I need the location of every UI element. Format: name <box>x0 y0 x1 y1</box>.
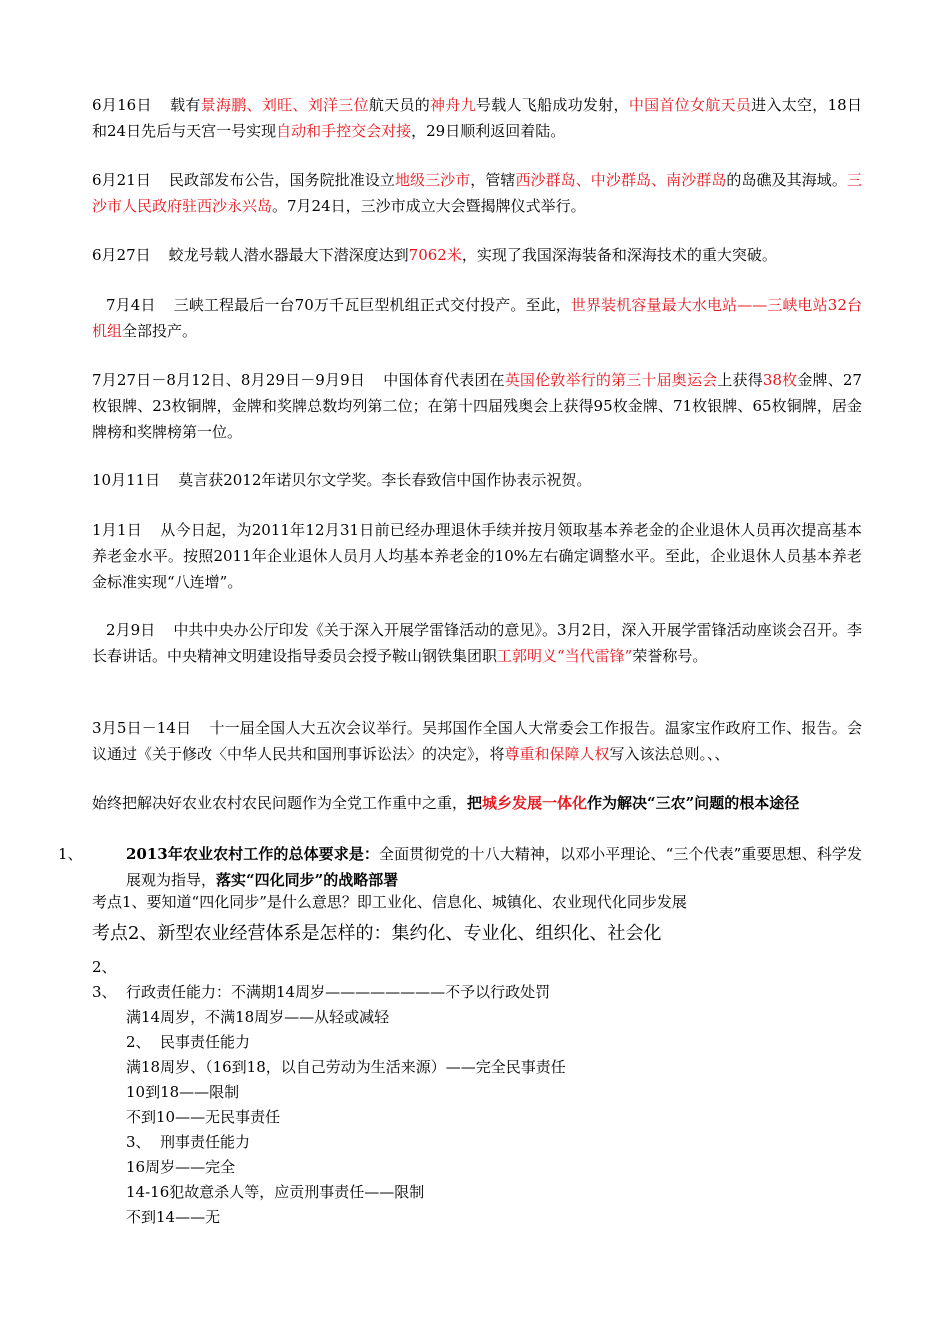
event-paragraph <box>92 242 862 268</box>
kaodian-1: 考点1、要知道“四化同步”是什么意思？即工业化、信息化、城镇化、农业现代化同步发展 <box>92 893 687 911</box>
criminal-liability-line: 不到14——无 <box>126 1208 221 1226</box>
event-date: 7月4日 <box>106 296 156 314</box>
highlight-text: 尊重和保障人权 <box>504 745 610 763</box>
highlight-text: 三沙市人民政府驻西沙永兴岛 <box>92 171 862 215</box>
event-date: 1月1日 <box>92 521 143 539</box>
event-text: 全部投产。 <box>122 322 198 340</box>
event-text: 号载人飞船成功发射， <box>475 96 629 114</box>
event-text: 航天员的 <box>368 96 431 114</box>
event-date: 6月21日 <box>92 171 151 189</box>
event-paragraph <box>92 167 862 219</box>
event-date: 3月5日－14日 <box>92 719 192 737</box>
civil-liability-line: 不到10——无民事责任 <box>126 1108 281 1126</box>
criminal-liability-heading <box>126 1129 250 1155</box>
highlight-text: 自动和手控交会对接 <box>276 122 412 140</box>
civil-liability-line: 满18周岁、（16到18，以自己劳动为生活来源）——完全民事责任 <box>126 1058 566 1076</box>
highlight-text: 中国首位女航天员 <box>628 96 752 114</box>
event-text: 。7月24日，三沙市成立大会暨揭牌仪式举行。 <box>272 197 586 215</box>
highlight-text: 38枚 <box>762 371 798 389</box>
event-paragraph <box>92 367 862 445</box>
highlight-text: 地级三沙市 <box>394 171 471 189</box>
highlight-text: 工郭明义“当代雷锋” <box>497 647 633 665</box>
event-text: ，实现了我国深海装备和深海技术的重大突破。 <box>461 246 777 264</box>
item-number: 3、 <box>92 983 117 1001</box>
event-date: 2月9日 <box>106 621 156 639</box>
event-text: 民政部发布公告，国务院批准设立 <box>168 171 395 189</box>
agri-intro-plain: 始终把解决好农业农村农民问题作为全党工作重中之重， <box>92 794 468 812</box>
civil-liability-title: 民事责任能力 <box>160 1033 251 1051</box>
event-date: 10月11日 <box>92 471 161 489</box>
item-number: 1、 <box>58 845 83 863</box>
event-text: 蛟龙号载人潜水器最大下潜深度达到 <box>168 246 409 264</box>
event-paragraph <box>92 617 862 669</box>
liability-item-3 <box>92 979 550 1005</box>
highlight-text: 世界装机容量最大水电站——三峡电站32台机组 <box>92 296 863 340</box>
event-text: 写入该法总则。、、 <box>609 745 730 763</box>
event-date: 6月16日 <box>92 96 152 114</box>
event-text: 金牌、27枚银牌、23枚铜牌，金牌和奖牌总数均列第二位；在第十四届残奥会上获得95枚金牌、71枚银牌、65枚铜牌，居金牌榜和奖牌榜第一位。 <box>92 371 862 441</box>
highlight-text: 英国伦敦举行的第三十届奥运会 <box>504 371 718 389</box>
agri-item-1 <box>58 841 862 893</box>
kaodian-2: 考点2、新型农业经营体系是怎样的：集约化、专业化、组织化、社会化 <box>92 923 662 944</box>
event-text: 三峡工程最后一台70万千瓦巨型机组正式交付投产。至此， <box>173 296 571 314</box>
agri-item-1-text: 全面贯彻党的十八大精神，以邓小平理论、“三个代表”重要思想、科学发展观为指导， <box>126 845 862 889</box>
event-text: 从今日起，为2011年12月31日前已经办理退休手续并按月领取基本养老金的企业退休人员再次提高基本养老金水平。按照2011年企业退休人员月人均基本养老金的10%左右确定调整水平。至此，企业退休人员基本养老金标准实现“八连增”。 <box>92 521 862 591</box>
event-text: 荣誉称号。 <box>632 647 708 665</box>
highlight-text: 神舟九 <box>430 96 476 114</box>
agri-item-2-number: 2、 <box>92 958 117 976</box>
event-text: 载有 <box>169 96 201 114</box>
event-text: ，29日顺利返回着陆。 <box>411 122 566 140</box>
event-date: 7月27日－8月12日、8月29日－9月9日 <box>92 371 366 389</box>
civil-liability-heading <box>126 1029 250 1055</box>
item-number: 3、 <box>126 1133 151 1151</box>
highlight-text: 西沙群岛、中沙群岛、南沙群岛 <box>515 171 727 189</box>
event-text: 的岛礁及其海域。 <box>726 171 847 189</box>
civil-liability-line: 10到18——限制 <box>126 1083 240 1101</box>
event-paragraph <box>92 292 862 344</box>
criminal-liability-line: 14-16犯故意杀人等，应贡刑事责任——限制 <box>126 1183 425 1201</box>
agri-intro <box>92 790 862 816</box>
event-paragraph <box>92 92 862 144</box>
agri-intro-bold: 把 <box>467 794 483 812</box>
event-paragraph <box>92 517 862 595</box>
admin-liability-line: 满14周岁，不满18周岁——从轻或减轻 <box>126 1008 390 1026</box>
event-text: 中共中央办公厅印发《关于深入开展学雷锋活动的意见》。3月2日，深入开展学雷锋活动座谈会召开。李长春讲话。中央精神文明建设指导委员会授予鞍山钢铁集团职 <box>92 621 863 665</box>
event-text: 进入太空，18日和24日先后与天宫一号实现 <box>92 96 862 140</box>
item-number: 2、 <box>126 1033 151 1051</box>
event-paragraph <box>92 467 862 493</box>
criminal-liability-title: 刑事责任能力 <box>160 1133 251 1151</box>
admin-liability-title: 行政责任能力：不满期14周岁————————不予以行政处罚 <box>126 983 551 1001</box>
event-date: 6月27日 <box>92 246 151 264</box>
event-text: 莫言获2012年诺贝尔文学奖。李长春致信中国作协表示祝贺。 <box>178 471 592 489</box>
criminal-liability-line: 16周岁——完全 <box>126 1158 236 1176</box>
highlight-text: 景海鹏、刘旺、刘洋三位 <box>200 96 369 114</box>
highlight-text: 7062米 <box>408 246 462 264</box>
event-text: 中国体育代表团在 <box>383 371 505 389</box>
agri-intro-bold-end: 作为解决“三农”问题的根本途径 <box>587 794 800 812</box>
event-paragraph <box>92 715 862 767</box>
event-text: 十一届全国人大五次会议举行。吴邦国作全国人大常委会工作报告。温家宝作政府工作、报告。会议通过《关于修改〈中华人民共和国刑事诉讼法〉的决定》，将 <box>92 719 862 763</box>
event-text: 上获得 <box>717 371 763 389</box>
agri-intro-highlight: 城乡发展一体化 <box>482 794 588 812</box>
event-text: ，管辖 <box>470 171 516 189</box>
agri-item-1-heading: 2013年农业农村工作的总体要求是： <box>126 845 379 863</box>
agri-item-1-emphasis: 落实“四化同步”的战略部署 <box>216 871 399 889</box>
